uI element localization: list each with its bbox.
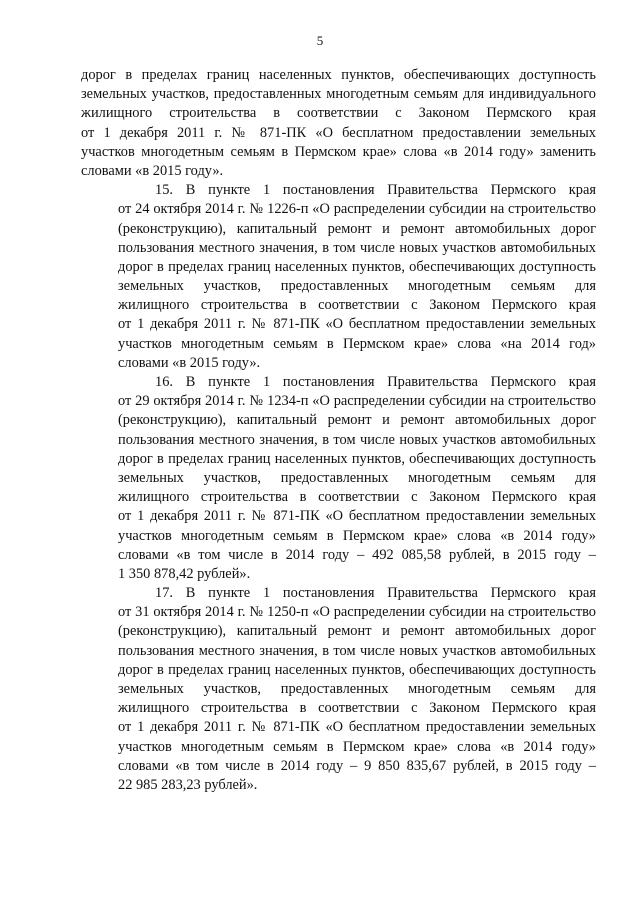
text-line: земельных участков, предоставленных многодетным семьям для: [118, 278, 596, 295]
text-line: участков многодетным семьям в Пермском крае» слова «в 2014 году»: [118, 527, 596, 544]
text-line: земельных участков, предоставленных многодетным семьям для индивидуального: [81, 86, 596, 103]
text-line: от 1 декабря 2011 г. № 871-ПК «О бесплатном предоставлении земельных: [81, 124, 596, 141]
text-line: от 1 декабря 2011 г. № 871-ПК «О бесплатном предоставлении земельных: [118, 508, 596, 525]
text-line: пользования местного значения, в том числе новых участков автомобильных: [118, 431, 596, 448]
text-line: жилищного строительства в соответствии с Законом Пермского края: [118, 700, 596, 717]
paragraph: [81, 181, 596, 373]
text-line: 22 985 283,23 рублей».: [118, 776, 258, 793]
paragraph: [81, 373, 596, 584]
text-line: от 1 декабря 2011 г. № 871-ПК «О бесплатном предоставлении земельных: [118, 316, 596, 333]
text-line: словами «в 2015 году».: [81, 162, 224, 179]
text-line: 17. В пункте 1 постановления Правительства Пермского края: [155, 585, 596, 602]
text-line: земельных участков, предоставленных многодетным семьям для: [118, 469, 596, 486]
text-line: жилищного строительства в соответствии с Законом Пермского края: [118, 489, 596, 506]
text-line: дорог в пределах границ населенных пунктов, обеспечивающих доступность: [118, 661, 596, 678]
text-line: участков многодетным семьям в Пермском крае» слова «на 2014 год»: [118, 335, 596, 352]
text-line: земельных участков, предоставленных многодетным семьям для: [118, 681, 596, 697]
text-line: дорог в пределах границ населенных пунктов, обеспечивающих доступность: [81, 67, 596, 83]
text-line: жилищного строительства в соответствии с Законом Пермского края: [118, 297, 596, 314]
text-line: словами «в том числе в 2014 году – 9 850 835,67 рублей, в 2015 году –: [118, 757, 596, 774]
text-line: участков многодетным семьям в Пермском крае» слова «в 2014 году» заменить: [81, 143, 596, 160]
page-number: 5: [316, 33, 324, 48]
text-line: (реконструкцию), капитальный ремонт и ремонт автомобильных дорог: [118, 412, 596, 429]
text-line: от 31 октября 2014 г. № 1250-п «О распределении субсидии на строительство: [118, 604, 596, 621]
text-line: от 29 октября 2014 г. № 1234-п «О распределении субсидии на строительство: [118, 393, 596, 410]
text-line: жилищного строительства в соответствии с Законом Пермского края: [81, 105, 596, 122]
paragraph: [81, 66, 596, 181]
text-line: словами «в том числе в 2014 году – 492 085,58 рублей, в 2015 году –: [118, 546, 596, 563]
text-line: от 24 октября 2014 г. № 1226-п «О распределении субсидии на строительство: [118, 201, 596, 218]
text-line: 15. В пункте 1 постановления Правительства Пермского края: [155, 182, 596, 199]
text-line: дорог в пределах границ населенных пунктов, обеспечивающих доступность: [118, 258, 596, 275]
text-line: (реконструкцию), капитальный ремонт и ремонт автомобильных дорог: [118, 220, 596, 237]
text-line: участков многодетным семьям в Пермском крае» слова «в 2014 году»: [118, 738, 596, 755]
paragraph: [81, 584, 596, 795]
text-line: словами «в 2015 году».: [118, 354, 261, 371]
text-line: пользования местного значения, в том числе новых участков автомобильных: [118, 239, 596, 256]
text-line: пользования местного значения, в том числе новых участков автомобильных: [118, 642, 596, 659]
text-line: дорог в пределах границ населенных пунктов, обеспечивающих доступность: [118, 450, 596, 467]
text-line: 16. В пункте 1 постановления Правительства Пермского края: [155, 374, 596, 390]
text-line: от 1 декабря 2011 г. № 871-ПК «О бесплатном предоставлении земельных: [118, 719, 596, 736]
text-line: (реконструкцию), капитальный ремонт и ремонт автомобильных дорог: [118, 623, 596, 640]
text-line: 1 350 878,42 рублей».: [118, 565, 251, 582]
document-body: [81, 66, 596, 795]
